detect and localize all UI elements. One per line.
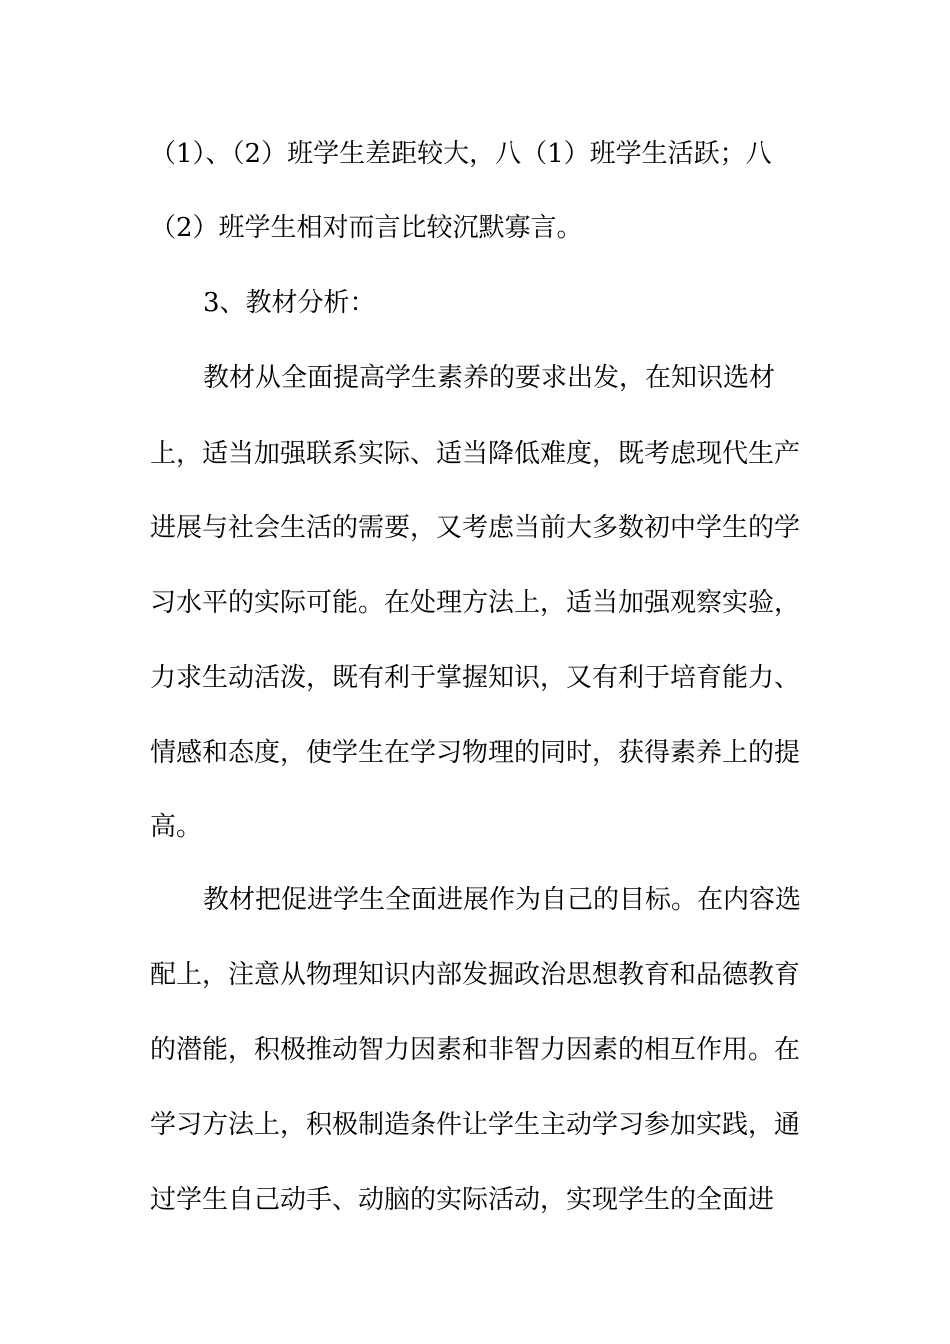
paragraph-2-line-1: 教材把促进学生全面进展作为自己的目标。在内容选	[203, 885, 802, 915]
paragraph-1-line-3: 进展与社会生活的需要，又考虑当前大多数初中学生的学	[150, 513, 800, 543]
text-line-1: （1）、（2）班学生差距较大，八（1）班学生活跃；八	[150, 139, 772, 169]
text-line-2: （2）班学生相对而言比较沉默寡言。	[150, 213, 583, 243]
paragraph-2-line-3: 的潜能，积极推动智力因素和非智力因素的相互作用。在	[150, 1035, 800, 1065]
paragraph-1-line-6: 情感和态度，使学生在学习物理的同时，获得素养上的提	[150, 738, 800, 768]
paragraph-1-line-2: 上，适当加强联系实际、适当降低难度，既考虑现代生产	[150, 439, 800, 469]
paragraph-1-line-7: 高。	[150, 812, 203, 842]
paragraph-1-line-5: 力求生动活泼，既有利于掌握知识，又有利于培育能力、	[150, 663, 800, 693]
paragraph-1-line-1: 教材从全面提高学生素养的要求出发，在知识选材	[203, 363, 776, 393]
paragraph-2-line-4: 学习方法上，积极制造条件让学生主动学习参加实践，通	[150, 1110, 800, 1140]
paragraph-2-line-5: 过学生自己动手、动脑的实际活动，实现学生的全面进	[150, 1185, 775, 1215]
section-heading: 3、教材分析：	[203, 288, 376, 318]
paragraph-2-line-2: 配上，注意从物理知识内部发掘政治思想教育和品德教育	[150, 960, 800, 990]
paragraph-1-line-4: 习水平的实际可能。在处理方法上，适当加强观察实验，	[150, 588, 800, 618]
